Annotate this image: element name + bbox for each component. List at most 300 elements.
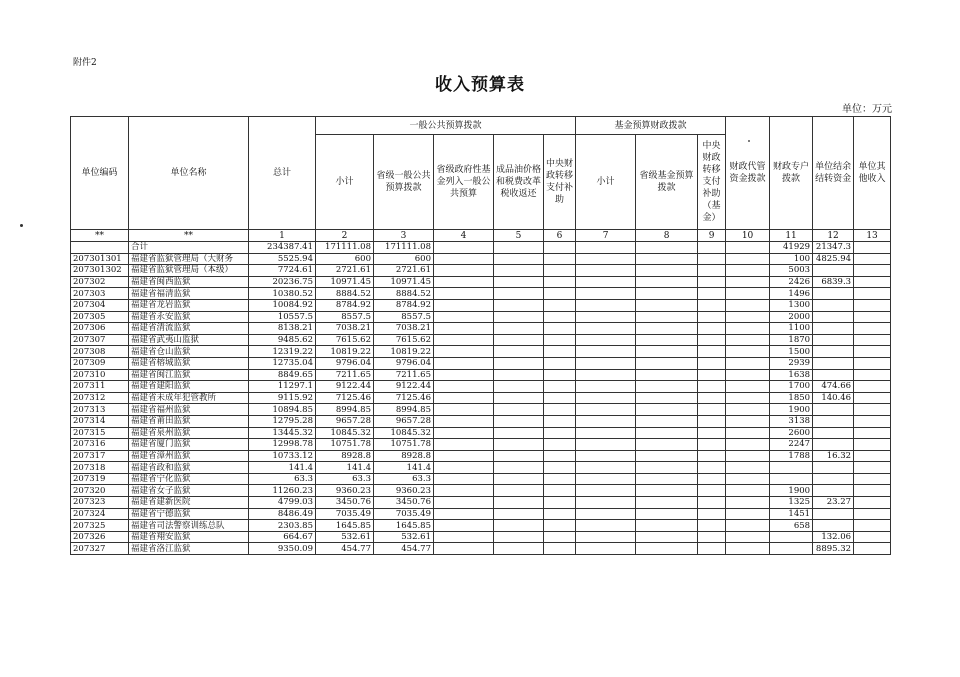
cell-total: 20236.75 bbox=[249, 276, 316, 288]
cell-gb-subtotal: 10751.78 bbox=[316, 439, 374, 451]
cell-gb-central bbox=[544, 485, 576, 497]
cell-unit-code: 207308 bbox=[71, 346, 129, 358]
table-row bbox=[71, 439, 891, 451]
table-row bbox=[71, 450, 891, 462]
cell-gb-fuel-tax bbox=[494, 334, 544, 346]
cell-gb-fuel-tax bbox=[494, 404, 544, 416]
cell-carryover bbox=[813, 311, 854, 323]
cell-fb-provincial bbox=[636, 450, 698, 462]
cell-fiscal-managed bbox=[726, 427, 770, 439]
cell-fb-central bbox=[698, 427, 726, 439]
cell-gb-subtotal: 2721.61 bbox=[316, 265, 374, 277]
cell-carryover bbox=[813, 265, 854, 277]
cell-other-income bbox=[854, 508, 891, 520]
cell-gb-fuel-tax bbox=[494, 543, 544, 555]
table-row bbox=[71, 520, 891, 532]
cell-fb-subtotal bbox=[576, 334, 636, 346]
cell-other-income bbox=[854, 311, 891, 323]
cell-gb-subtotal: 171111.08 bbox=[316, 242, 374, 254]
table-row bbox=[71, 508, 891, 520]
cell-gb-provincial: 7038.21 bbox=[374, 323, 434, 335]
cell-gb-provincial: 10845.32 bbox=[374, 427, 434, 439]
table-row bbox=[71, 299, 891, 311]
cell-gb-fuel-tax bbox=[494, 462, 544, 474]
header-gb-fund-transfer: 省级政府性基金列入一般公共预算 bbox=[434, 135, 494, 230]
cell-carryover: 474.66 bbox=[813, 381, 854, 393]
cell-unit-code: 207309 bbox=[71, 357, 129, 369]
header-fb-provincial: 省级基金预算拨款 bbox=[636, 135, 698, 230]
cell-fiscal-managed bbox=[726, 265, 770, 277]
cell-gb-subtotal: 8994.85 bbox=[316, 404, 374, 416]
cell-unit-code: 207307 bbox=[71, 334, 129, 346]
cell-gb-fund-transfer bbox=[434, 276, 494, 288]
cell-fb-central bbox=[698, 253, 726, 265]
cell-fb-subtotal bbox=[576, 404, 636, 416]
cell-other-income bbox=[854, 415, 891, 427]
cell-gb-fund-transfer bbox=[434, 450, 494, 462]
cell-fb-subtotal bbox=[576, 276, 636, 288]
income-budget-table bbox=[70, 116, 891, 555]
cell-unit-code: 207324 bbox=[71, 508, 129, 520]
cell-total: 11260.23 bbox=[249, 485, 316, 497]
cell-gb-central bbox=[544, 531, 576, 543]
cell-fiscal-special: 5003 bbox=[770, 265, 813, 277]
cell-gb-central bbox=[544, 253, 576, 265]
cell-fb-provincial bbox=[636, 543, 698, 555]
cell-fb-provincial bbox=[636, 439, 698, 451]
cell-gb-provincial: 9796.04 bbox=[374, 357, 434, 369]
cell-fiscal-managed bbox=[726, 242, 770, 254]
cell-total: 9350.09 bbox=[249, 543, 316, 555]
cell-unit-code: 207310 bbox=[71, 369, 129, 381]
cell-unit-name: 福建省福清监狱 bbox=[129, 288, 249, 300]
cell-fb-provincial bbox=[636, 311, 698, 323]
cell-other-income bbox=[854, 427, 891, 439]
cell-unit-code: 207318 bbox=[71, 462, 129, 474]
cell-carryover: 4825.94 bbox=[813, 253, 854, 265]
cell-fb-central bbox=[698, 508, 726, 520]
cell-gb-fuel-tax bbox=[494, 242, 544, 254]
cell-unit-code: 207303 bbox=[71, 288, 129, 300]
cell-fb-subtotal bbox=[576, 415, 636, 427]
cell-carryover bbox=[813, 369, 854, 381]
cell-gb-provincial: 10971.45 bbox=[374, 276, 434, 288]
cell-gb-subtotal: 600 bbox=[316, 253, 374, 265]
cell-fb-central bbox=[698, 242, 726, 254]
cell-unit-code: 207302 bbox=[71, 276, 129, 288]
cell-unit-code: 207325 bbox=[71, 520, 129, 532]
cell-total: 10733.12 bbox=[249, 450, 316, 462]
cell-other-income bbox=[854, 392, 891, 404]
cell-gb-fuel-tax bbox=[494, 531, 544, 543]
cell-gb-subtotal: 10819.22 bbox=[316, 346, 374, 358]
cell-unit-name: 福建省永安监狱 bbox=[129, 311, 249, 323]
cell-total: 9115.92 bbox=[249, 392, 316, 404]
cell-unit-code: 207323 bbox=[71, 497, 129, 509]
header-total: 总计 bbox=[249, 117, 316, 230]
cell-other-income bbox=[854, 276, 891, 288]
cell-gb-central bbox=[544, 462, 576, 474]
cell-fb-provincial bbox=[636, 381, 698, 393]
cell-other-income bbox=[854, 253, 891, 265]
table-row bbox=[71, 485, 891, 497]
cell-unit-name: 福建省宁化监狱 bbox=[129, 473, 249, 485]
cell-gb-provincial: 8784.92 bbox=[374, 299, 434, 311]
cell-other-income bbox=[854, 369, 891, 381]
cell-gb-fuel-tax bbox=[494, 473, 544, 485]
cell-fb-subtotal bbox=[576, 439, 636, 451]
cell-fb-central bbox=[698, 334, 726, 346]
cell-total: 141.4 bbox=[249, 462, 316, 474]
cell-gb-provincial: 8994.85 bbox=[374, 404, 434, 416]
table-row bbox=[71, 334, 891, 346]
cell-gb-fund-transfer bbox=[434, 311, 494, 323]
cell-gb-fund-transfer bbox=[434, 346, 494, 358]
cell-other-income bbox=[854, 381, 891, 393]
cell-gb-provincial: 8557.5 bbox=[374, 311, 434, 323]
table-row bbox=[71, 346, 891, 358]
index-cell: 6 bbox=[544, 230, 576, 242]
cell-fiscal-special: 2247 bbox=[770, 439, 813, 451]
cell-other-income bbox=[854, 485, 891, 497]
table-row bbox=[71, 462, 891, 474]
cell-gb-provincial: 532.61 bbox=[374, 531, 434, 543]
table-row bbox=[71, 473, 891, 485]
cell-gb-fuel-tax bbox=[494, 369, 544, 381]
cell-gb-fund-transfer bbox=[434, 473, 494, 485]
cell-gb-subtotal: 9657.28 bbox=[316, 415, 374, 427]
cell-gb-fund-transfer bbox=[434, 381, 494, 393]
cell-fb-provincial bbox=[636, 265, 698, 277]
cell-fb-provincial bbox=[636, 253, 698, 265]
scan-speck bbox=[20, 224, 23, 227]
cell-gb-fund-transfer bbox=[434, 415, 494, 427]
cell-gb-central bbox=[544, 497, 576, 509]
cell-gb-provincial: 600 bbox=[374, 253, 434, 265]
cell-fiscal-special: 1325 bbox=[770, 497, 813, 509]
cell-gb-fuel-tax bbox=[494, 508, 544, 520]
cell-fb-subtotal bbox=[576, 299, 636, 311]
cell-other-income bbox=[854, 323, 891, 335]
cell-gb-subtotal: 7038.21 bbox=[316, 323, 374, 335]
cell-unit-name: 福建省政和监狱 bbox=[129, 462, 249, 474]
index-cell: 13 bbox=[854, 230, 891, 242]
cell-fiscal-managed bbox=[726, 462, 770, 474]
cell-gb-fund-transfer bbox=[434, 543, 494, 555]
cell-carryover: 16.32 bbox=[813, 450, 854, 462]
cell-gb-subtotal: 8928.8 bbox=[316, 450, 374, 462]
cell-fb-subtotal bbox=[576, 543, 636, 555]
cell-carryover bbox=[813, 357, 854, 369]
table-row bbox=[71, 276, 891, 288]
cell-gb-fund-transfer bbox=[434, 323, 494, 335]
cell-fb-subtotal bbox=[576, 427, 636, 439]
cell-fb-provincial bbox=[636, 485, 698, 497]
cell-gb-central bbox=[544, 334, 576, 346]
cell-fb-subtotal bbox=[576, 497, 636, 509]
cell-gb-provincial: 7035.49 bbox=[374, 508, 434, 520]
cell-fb-provincial bbox=[636, 299, 698, 311]
cell-fiscal-special: 1870 bbox=[770, 334, 813, 346]
cell-fb-provincial bbox=[636, 288, 698, 300]
header-gb-fuel-tax: 成品油价格和税费改革税收返还 bbox=[494, 135, 544, 230]
cell-fb-provincial bbox=[636, 520, 698, 532]
cell-carryover: 140.46 bbox=[813, 392, 854, 404]
cell-fiscal-managed bbox=[726, 508, 770, 520]
cell-gb-central bbox=[544, 415, 576, 427]
cell-gb-central bbox=[544, 323, 576, 335]
cell-fb-central bbox=[698, 392, 726, 404]
cell-gb-central bbox=[544, 427, 576, 439]
cell-gb-central bbox=[544, 520, 576, 532]
cell-gb-central bbox=[544, 439, 576, 451]
cell-fb-subtotal bbox=[576, 508, 636, 520]
table-row bbox=[71, 392, 891, 404]
cell-fiscal-special: 3138 bbox=[770, 415, 813, 427]
cell-fiscal-special: 1850 bbox=[770, 392, 813, 404]
cell-fb-central bbox=[698, 450, 726, 462]
cell-fb-central bbox=[698, 369, 726, 381]
cell-gb-fuel-tax bbox=[494, 288, 544, 300]
header-carryover: 单位结余结转资金 bbox=[813, 117, 854, 230]
cell-total: 12795.28 bbox=[249, 415, 316, 427]
cell-fb-central bbox=[698, 485, 726, 497]
cell-gb-fuel-tax bbox=[494, 299, 544, 311]
cell-gb-provincial: 7125.46 bbox=[374, 392, 434, 404]
cell-gb-fund-transfer bbox=[434, 288, 494, 300]
cell-other-income bbox=[854, 265, 891, 277]
cell-carryover: 23.27 bbox=[813, 497, 854, 509]
cell-gb-central bbox=[544, 311, 576, 323]
cell-gb-fuel-tax bbox=[494, 497, 544, 509]
cell-fb-central bbox=[698, 543, 726, 555]
cell-gb-central bbox=[544, 392, 576, 404]
cell-gb-subtotal: 9122.44 bbox=[316, 381, 374, 393]
cell-gb-provincial: 9122.44 bbox=[374, 381, 434, 393]
cell-fiscal-managed bbox=[726, 497, 770, 509]
cell-unit-name: 福建省未成年犯管教所 bbox=[129, 392, 249, 404]
cell-fiscal-managed bbox=[726, 369, 770, 381]
cell-fb-central bbox=[698, 520, 726, 532]
cell-fiscal-managed bbox=[726, 253, 770, 265]
cell-gb-fuel-tax bbox=[494, 346, 544, 358]
cell-unit-name: 福建省宁德监狱 bbox=[129, 508, 249, 520]
cell-fb-central bbox=[698, 439, 726, 451]
cell-gb-subtotal: 7125.46 bbox=[316, 392, 374, 404]
cell-fb-subtotal bbox=[576, 392, 636, 404]
index-cell: 8 bbox=[636, 230, 698, 242]
cell-gb-provincial: 8884.52 bbox=[374, 288, 434, 300]
cell-gb-subtotal: 9796.04 bbox=[316, 357, 374, 369]
cell-fb-central bbox=[698, 299, 726, 311]
cell-fiscal-special: 1500 bbox=[770, 346, 813, 358]
table-row bbox=[71, 497, 891, 509]
cell-fb-subtotal bbox=[576, 520, 636, 532]
cell-fb-provincial bbox=[636, 473, 698, 485]
cell-unit-code: 207301301 bbox=[71, 253, 129, 265]
cell-gb-fuel-tax bbox=[494, 450, 544, 462]
cell-fb-central bbox=[698, 473, 726, 485]
index-cell: 4 bbox=[434, 230, 494, 242]
cell-unit-name: 福建省厦门监狱 bbox=[129, 439, 249, 451]
cell-unit-name: 福建省榕城监狱 bbox=[129, 357, 249, 369]
cell-fiscal-managed bbox=[726, 276, 770, 288]
cell-fiscal-special: 1300 bbox=[770, 299, 813, 311]
cell-fb-central bbox=[698, 531, 726, 543]
index-cell: 7 bbox=[576, 230, 636, 242]
cell-gb-fuel-tax bbox=[494, 427, 544, 439]
cell-unit-code: 207311 bbox=[71, 381, 129, 393]
index-cell: 3 bbox=[374, 230, 434, 242]
cell-gb-fund-transfer bbox=[434, 427, 494, 439]
cell-other-income bbox=[854, 439, 891, 451]
header-unit-code: 单位编码 bbox=[71, 117, 129, 230]
cell-gb-provincial: 10751.78 bbox=[374, 439, 434, 451]
cell-gb-central bbox=[544, 346, 576, 358]
cell-fb-provincial bbox=[636, 334, 698, 346]
cell-carryover bbox=[813, 404, 854, 416]
cell-fiscal-managed bbox=[726, 299, 770, 311]
table-row bbox=[71, 404, 891, 416]
cell-fb-provincial bbox=[636, 357, 698, 369]
cell-gb-subtotal: 8784.92 bbox=[316, 299, 374, 311]
cell-gb-fund-transfer bbox=[434, 299, 494, 311]
header-fiscal-managed: 财政代管资金拨款 bbox=[726, 117, 770, 230]
cell-gb-provincial: 171111.08 bbox=[374, 242, 434, 254]
cell-fb-provincial bbox=[636, 369, 698, 381]
cell-unit-name: 福建省司法警察训练总队 bbox=[129, 520, 249, 532]
table-row bbox=[71, 253, 891, 265]
cell-gb-central bbox=[544, 508, 576, 520]
cell-unit-code: 207317 bbox=[71, 450, 129, 462]
index-cell: 10 bbox=[726, 230, 770, 242]
cell-gb-fuel-tax bbox=[494, 276, 544, 288]
cell-gb-subtotal: 8884.52 bbox=[316, 288, 374, 300]
cell-carryover bbox=[813, 462, 854, 474]
table-row bbox=[71, 323, 891, 335]
table-body bbox=[71, 242, 891, 555]
cell-fiscal-special: 2939 bbox=[770, 357, 813, 369]
cell-other-income bbox=[854, 299, 891, 311]
cell-other-income bbox=[854, 462, 891, 474]
cell-gb-provincial: 8928.8 bbox=[374, 450, 434, 462]
header-general-budget: 一般公共预算拨款 bbox=[316, 117, 576, 135]
header-fb-subtotal: 小计 bbox=[576, 135, 636, 230]
cell-fb-central bbox=[698, 346, 726, 358]
cell-gb-provincial: 7211.65 bbox=[374, 369, 434, 381]
cell-unit-name: 福建省闽西监狱 bbox=[129, 276, 249, 288]
cell-carryover bbox=[813, 485, 854, 497]
cell-gb-central bbox=[544, 242, 576, 254]
cell-fiscal-managed bbox=[726, 473, 770, 485]
cell-total: 63.3 bbox=[249, 473, 316, 485]
cell-gb-fuel-tax bbox=[494, 381, 544, 393]
cell-unit-name: 福建省监狱管理局（本级） bbox=[129, 265, 249, 277]
cell-gb-fund-transfer bbox=[434, 265, 494, 277]
cell-gb-provincial: 63.3 bbox=[374, 473, 434, 485]
cell-gb-provincial: 10819.22 bbox=[374, 346, 434, 358]
cell-fb-provincial bbox=[636, 346, 698, 358]
cell-gb-subtotal: 3450.76 bbox=[316, 497, 374, 509]
cell-fiscal-managed bbox=[726, 404, 770, 416]
cell-unit-code: 207306 bbox=[71, 323, 129, 335]
cell-other-income bbox=[854, 531, 891, 543]
index-cell: 2 bbox=[316, 230, 374, 242]
cell-total: 234387.41 bbox=[249, 242, 316, 254]
cell-gb-subtotal: 7035.49 bbox=[316, 508, 374, 520]
cell-gb-fund-transfer bbox=[434, 508, 494, 520]
cell-carryover bbox=[813, 323, 854, 335]
page-title: 收入预算表 bbox=[435, 75, 525, 95]
cell-fb-central bbox=[698, 497, 726, 509]
cell-fb-subtotal bbox=[576, 485, 636, 497]
cell-gb-subtotal: 532.61 bbox=[316, 531, 374, 543]
cell-total: 664.67 bbox=[249, 531, 316, 543]
index-cell: ** bbox=[129, 230, 249, 242]
cell-gb-fuel-tax bbox=[494, 520, 544, 532]
cell-total: 12319.22 bbox=[249, 346, 316, 358]
cell-unit-code: 207326 bbox=[71, 531, 129, 543]
cell-fiscal-special bbox=[770, 531, 813, 543]
cell-fiscal-managed bbox=[726, 288, 770, 300]
cell-gb-subtotal: 10971.45 bbox=[316, 276, 374, 288]
cell-fb-provincial bbox=[636, 404, 698, 416]
cell-total: 11297.1 bbox=[249, 381, 316, 393]
cell-fiscal-special: 1451 bbox=[770, 508, 813, 520]
index-cell: 11 bbox=[770, 230, 813, 242]
cell-fiscal-managed bbox=[726, 450, 770, 462]
cell-gb-provincial: 2721.61 bbox=[374, 265, 434, 277]
cell-total: 8486.49 bbox=[249, 508, 316, 520]
cell-carryover bbox=[813, 299, 854, 311]
cell-fiscal-managed bbox=[726, 415, 770, 427]
cell-total: 10557.5 bbox=[249, 311, 316, 323]
cell-carryover: 8895.32 bbox=[813, 543, 854, 555]
table-row bbox=[71, 357, 891, 369]
cell-fb-subtotal bbox=[576, 531, 636, 543]
cell-fiscal-special: 2600 bbox=[770, 427, 813, 439]
table-row bbox=[71, 531, 891, 543]
cell-gb-provincial: 7615.62 bbox=[374, 334, 434, 346]
index-cell: 1 bbox=[249, 230, 316, 242]
table-row bbox=[71, 242, 891, 254]
cell-gb-fund-transfer bbox=[434, 334, 494, 346]
cell-gb-fund-transfer bbox=[434, 485, 494, 497]
cell-gb-fund-transfer bbox=[434, 462, 494, 474]
cell-unit-code bbox=[71, 242, 129, 254]
cell-fb-subtotal bbox=[576, 369, 636, 381]
cell-unit-name: 福建省仓山监狱 bbox=[129, 346, 249, 358]
cell-fiscal-special bbox=[770, 462, 813, 474]
cell-fiscal-special: 658 bbox=[770, 520, 813, 532]
cell-gb-fuel-tax bbox=[494, 265, 544, 277]
cell-gb-central bbox=[544, 450, 576, 462]
cell-gb-fund-transfer bbox=[434, 357, 494, 369]
cell-gb-central bbox=[544, 276, 576, 288]
cell-fb-subtotal bbox=[576, 311, 636, 323]
cell-other-income bbox=[854, 473, 891, 485]
cell-fiscal-managed bbox=[726, 439, 770, 451]
cell-fb-central bbox=[698, 311, 726, 323]
cell-gb-central bbox=[544, 473, 576, 485]
cell-unit-name: 福建省建阳监狱 bbox=[129, 381, 249, 393]
cell-carryover: 132.06 bbox=[813, 531, 854, 543]
cell-unit-code: 207314 bbox=[71, 415, 129, 427]
cell-carryover bbox=[813, 288, 854, 300]
cell-fiscal-special bbox=[770, 543, 813, 555]
cell-gb-provincial: 3450.76 bbox=[374, 497, 434, 509]
cell-total: 4799.03 bbox=[249, 497, 316, 509]
